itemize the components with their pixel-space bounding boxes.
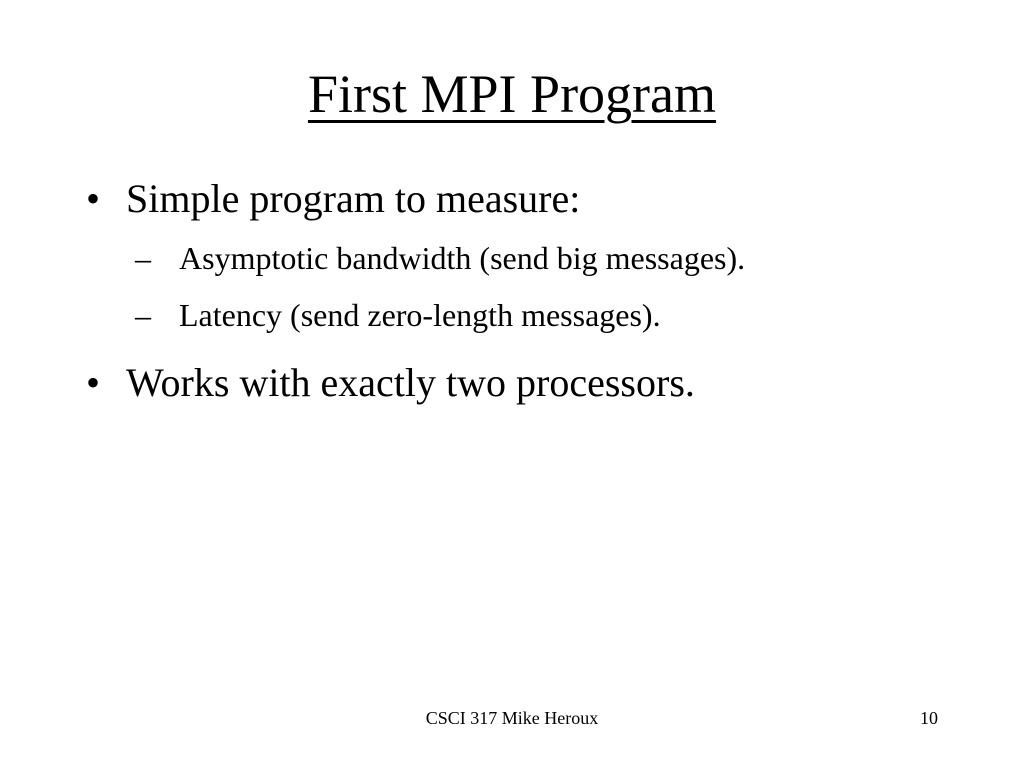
footer-text: CSCI 317 Mike Heroux: [425, 708, 599, 728]
bullet-item: [82, 352, 982, 414]
sub-bullet-item: [135, 287, 982, 344]
bullet-text: Works with exactly two processors.: [126, 360, 695, 405]
page-number: 10: [920, 708, 938, 728]
bullet-text: Simple program to measure:: [126, 176, 581, 221]
bullet-list: [82, 168, 982, 414]
bullet-marker: •: [86, 176, 101, 221]
sub-bullet-text: Latency (send zero-length messages).: [179, 297, 661, 333]
slide-title: First MPI Program: [307, 64, 717, 124]
sub-bullet-item: [135, 230, 982, 287]
sub-bullet-text: Asymptotic bandwidth (send big messages).: [179, 240, 746, 276]
sub-bullet-marker: –: [135, 297, 151, 333]
sub-bullet-list: [126, 230, 982, 344]
bullet-marker: •: [86, 360, 101, 405]
bullet-item: [82, 168, 982, 344]
sub-bullet-marker: –: [135, 240, 151, 276]
